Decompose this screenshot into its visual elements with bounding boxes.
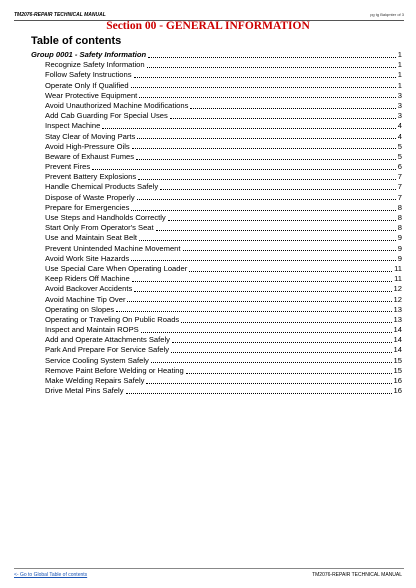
toc-item-page: 1 xyxy=(397,60,402,70)
toc-item-page: 12 xyxy=(393,284,402,294)
dot-leader xyxy=(186,373,392,374)
toc-item-page: 9 xyxy=(397,243,402,253)
toc-item-page: 14 xyxy=(393,335,402,345)
dot-leader xyxy=(160,189,396,190)
toc-item-label: Operating or Traveling On Public Roads xyxy=(45,314,180,324)
toc-item-page: 11 xyxy=(394,263,402,273)
toc-item-label: Stay Clear of Moving Parts xyxy=(45,131,136,141)
dot-leader xyxy=(151,362,392,363)
toc-item-label: Prevent Fires xyxy=(45,162,91,172)
toc-item-label: Remove Paint Before Welding or Heating xyxy=(45,365,184,375)
toc-item-label: Add Cab Guarding For Special Uses xyxy=(45,111,168,121)
toc-item-label: Prevent Battery Explosions xyxy=(45,172,137,182)
toc-item-label: Avoid High-Pressure Oils xyxy=(45,141,130,151)
toc-item[interactable] xyxy=(31,233,402,243)
toc-item-page: 11 xyxy=(394,274,402,284)
toc-item[interactable] xyxy=(31,132,402,142)
toc-item-label: Keep Riders Off Machine xyxy=(45,274,130,284)
toc-item-page: 16 xyxy=(393,376,402,385)
toc-item-page: 12 xyxy=(393,294,402,304)
toc-item-label: Drive Metal Pins Safely xyxy=(45,386,124,396)
toc-item[interactable] xyxy=(31,376,402,386)
toc-item[interactable] xyxy=(31,223,402,233)
dot-leader xyxy=(168,220,396,221)
toc-item-label: Use Steps and Handholds Correctly xyxy=(45,213,166,222)
dot-leader xyxy=(131,260,396,261)
toc-item-label: Use Special Care When Operating Loader xyxy=(45,263,188,273)
dot-leader xyxy=(127,301,391,302)
dot-leader xyxy=(190,108,395,109)
global-toc-link[interactable]: <- Go to Global Table of contents xyxy=(14,572,88,578)
toc-item[interactable] xyxy=(31,81,402,91)
dot-leader xyxy=(189,271,392,272)
toc-item-label: Avoid Work Site Hazards xyxy=(45,253,130,263)
toc-item[interactable] xyxy=(31,325,402,335)
toc-item[interactable] xyxy=(31,101,402,111)
dot-leader xyxy=(126,393,392,394)
dot-leader xyxy=(148,57,396,58)
toc-item-label: Avoid Unauthorized Machine Modifications xyxy=(45,100,189,110)
toc-item-label: Use and Maintain Seat Belt xyxy=(45,233,138,243)
toc-item-label: Follow Safety Instructions xyxy=(45,70,132,80)
toc-item-page: 8 xyxy=(397,213,402,222)
dot-leader xyxy=(137,138,395,139)
toc-item-label: Park And Prepare For Service Safely xyxy=(45,345,170,355)
dot-leader xyxy=(134,77,396,78)
toc-item[interactable] xyxy=(31,345,402,355)
toc-title: Table of contents xyxy=(31,35,122,47)
toc-item-label: Avoid Machine Tip Over xyxy=(45,294,126,304)
toc-item-page: 15 xyxy=(393,365,402,375)
dot-leader xyxy=(172,342,392,343)
toc-group-label: Group 0001 - Safety Information xyxy=(31,50,147,59)
toc-item[interactable] xyxy=(31,274,402,284)
dot-leader xyxy=(171,352,391,353)
toc-item-label: Prevent Unintended Machine Movement xyxy=(45,243,181,253)
toc-item-label: Prepare for Emergencies xyxy=(45,202,130,212)
section-title: Section 00 - GENERAL INFORMATION xyxy=(106,20,310,32)
toc-item-page: 13 xyxy=(393,304,402,314)
toc-item-page: 3 xyxy=(397,100,402,110)
dot-leader xyxy=(131,87,396,88)
toc-item-page: 9 xyxy=(397,253,402,263)
toc-item-label: Start Only From Operator's Seat xyxy=(45,223,154,233)
toc-item-page: 3 xyxy=(397,111,402,121)
toc-item-page: 14 xyxy=(393,325,402,335)
toc-item-label: Beware of Exhaust Fumes xyxy=(45,151,135,161)
header-manual-title: TM2076-REPAIR TECHNICAL MANUAL xyxy=(14,12,106,18)
dot-leader xyxy=(183,250,396,251)
toc-item-page: 7 xyxy=(397,182,402,192)
toc-item[interactable] xyxy=(31,356,402,366)
footer-manual-title: TM2076-REPAIR TECHNICAL MANUAL xyxy=(312,572,402,578)
toc-item[interactable] xyxy=(31,121,402,131)
dot-leader xyxy=(132,148,396,149)
dot-leader xyxy=(136,159,396,160)
toc-item[interactable] xyxy=(31,70,402,80)
toc-item[interactable] xyxy=(31,295,402,305)
footer-divider xyxy=(14,568,404,569)
toc-item-label: Dispose of Waste Properly xyxy=(45,192,135,202)
toc-item-page: 7 xyxy=(397,192,402,202)
dot-leader xyxy=(92,169,396,170)
toc-item[interactable] xyxy=(31,213,402,223)
toc-item[interactable] xyxy=(31,335,402,345)
toc-item[interactable] xyxy=(31,111,402,121)
toc-item[interactable] xyxy=(31,91,402,101)
toc-item-label: Service Cooling System Safely xyxy=(45,355,149,365)
toc-item-label: Wear Protective Equipment xyxy=(45,90,138,100)
toc-item-label: Operating on Slopes xyxy=(45,304,115,314)
dot-leader xyxy=(116,311,391,312)
toc-item-page: 4 xyxy=(397,131,402,141)
dot-leader xyxy=(134,291,391,292)
dot-leader xyxy=(102,128,395,129)
toc-item-page: 8 xyxy=(397,202,402,212)
dot-leader xyxy=(156,230,396,231)
toc-item[interactable] xyxy=(31,264,402,274)
toc-item-label: Avoid Backover Accidents xyxy=(45,284,133,294)
dot-leader xyxy=(139,240,396,241)
toc-item[interactable] xyxy=(31,315,402,325)
toc-item-page: 16 xyxy=(393,386,402,396)
toc-item[interactable] xyxy=(31,366,402,376)
dot-leader xyxy=(139,97,395,98)
toc-item-label: Add and Operate Attachments Safely xyxy=(45,335,170,345)
toc-item[interactable] xyxy=(31,172,402,182)
toc-item-label: Recognize Safety Information xyxy=(45,60,145,70)
toc-item-label: Inspect Machine xyxy=(45,121,101,131)
toc-item[interactable] xyxy=(31,284,402,294)
toc-item-page: 3 xyxy=(397,90,402,100)
toc-item-page: 4 xyxy=(397,121,402,131)
toc-item-page: 5 xyxy=(397,141,402,151)
toc-item-page: 9 xyxy=(397,233,402,243)
toc-item-page: 15 xyxy=(393,355,402,365)
toc-item-label: Handle Chemical Products Safely xyxy=(45,182,159,192)
dot-leader xyxy=(146,383,391,384)
toc-item-page: 1 xyxy=(397,80,402,90)
toc-item[interactable] xyxy=(31,203,402,213)
toc-item-label: Inspect and Maintain ROPS xyxy=(45,325,139,335)
dot-leader xyxy=(147,67,396,68)
dot-leader xyxy=(138,179,396,180)
header-page-info: pg tg Balqmter of 3 xyxy=(370,12,404,17)
toc-item[interactable] xyxy=(31,386,402,396)
toc-item[interactable] xyxy=(31,305,402,315)
dot-leader xyxy=(132,281,392,282)
toc-item[interactable] xyxy=(31,60,402,70)
toc-group-page: 1 xyxy=(397,50,402,59)
toc-item-page: 6 xyxy=(397,162,402,172)
toc-item-label: Operate Only If Qualified xyxy=(45,80,129,90)
toc-item-page: 14 xyxy=(393,345,402,355)
toc-item-page: 5 xyxy=(397,151,402,161)
toc-item[interactable] xyxy=(31,142,402,152)
dot-leader xyxy=(141,332,392,333)
toc-item-page: 1 xyxy=(397,70,402,80)
toc-item[interactable] xyxy=(31,152,402,162)
toc-item-page: 7 xyxy=(397,172,402,182)
toc-item[interactable] xyxy=(31,244,402,254)
toc-item-page: 13 xyxy=(393,314,402,324)
table-of-contents xyxy=(31,50,402,396)
toc-item-label: Make Welding Repairs Safely xyxy=(45,376,145,385)
toc-item[interactable] xyxy=(31,182,402,192)
dot-leader xyxy=(170,118,396,119)
dot-leader xyxy=(181,322,391,323)
toc-item-page: 8 xyxy=(397,223,402,233)
toc-item[interactable] xyxy=(31,193,402,203)
dot-leader xyxy=(137,199,396,200)
dot-leader xyxy=(131,210,395,211)
toc-group-row[interactable] xyxy=(31,50,402,60)
toc-item[interactable] xyxy=(31,254,402,264)
toc-item[interactable] xyxy=(31,162,402,172)
